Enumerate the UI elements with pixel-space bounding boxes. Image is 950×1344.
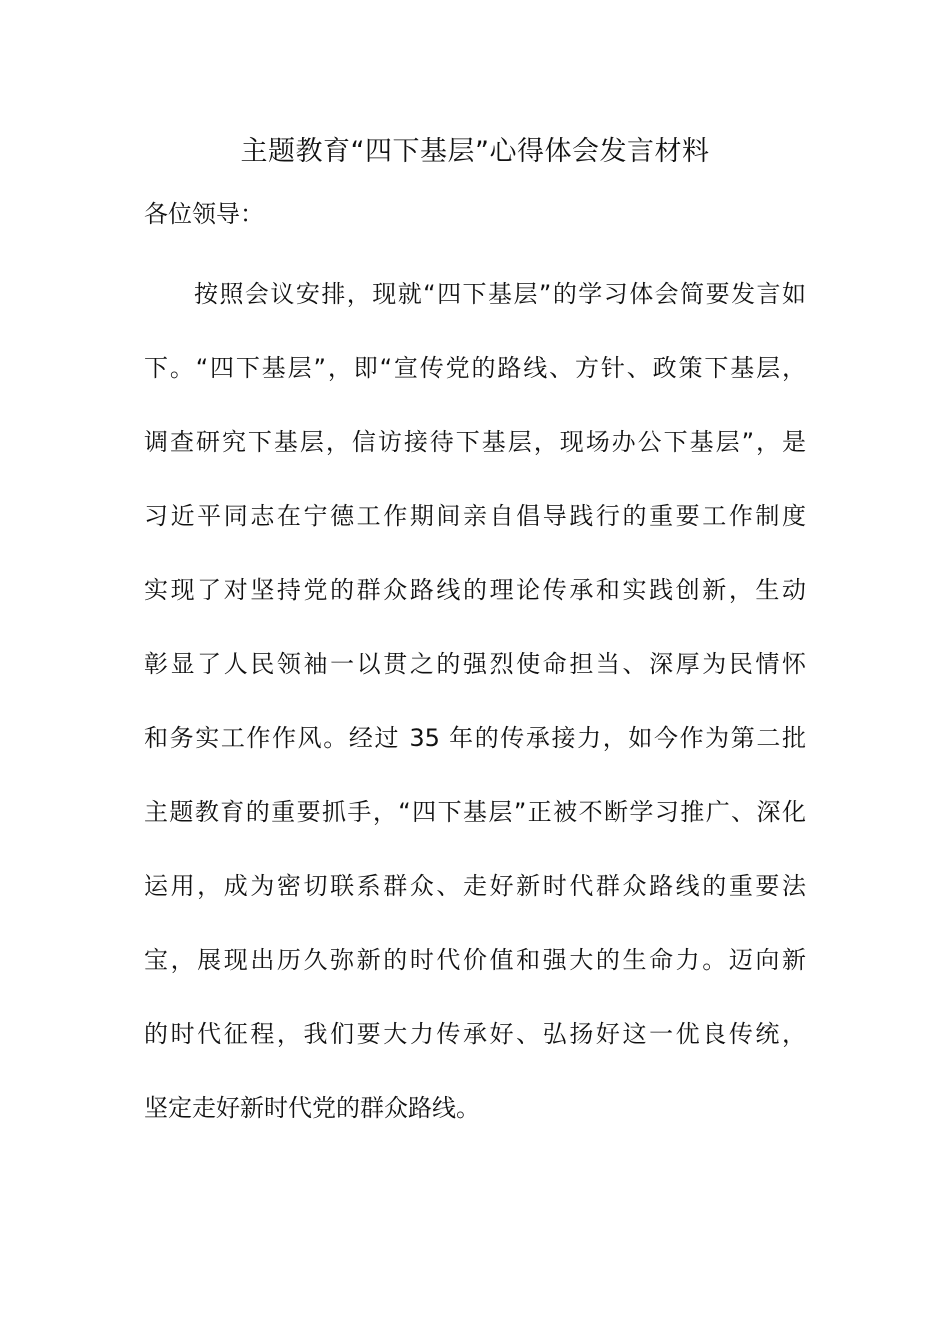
paragraph-line: 调查研究下基层，信访接待下基层，现场办公下基层”，是: [144, 428, 806, 456]
paragraph-line: 按照会议安排，现就“四下基层”的学习体会简要发言如: [194, 280, 806, 308]
paragraph-line: 宝，展现出历久弥新的时代价值和强大的生命力。迈向新: [144, 946, 806, 974]
paragraph-line: 坚定走好新时代党的群众路线。: [144, 1094, 480, 1122]
paragraph-line: 主题教育的重要抓手，“四下基层”正被不断学习推广、深化: [144, 798, 806, 826]
paragraph-line: 彰显了人民领袖一以贯之的强烈使命担当、深厚为民情怀: [144, 650, 806, 678]
paragraph-line: 和务实工作作风。经过 35 年的传承接力，如今作为第二批: [144, 724, 806, 752]
paragraph-line: 运用，成为密切联系群众、走好新时代群众路线的重要法: [144, 872, 806, 900]
body-paragraph: [144, 274, 806, 1162]
salutation: 各位领导：: [144, 200, 264, 228]
paragraph-line: 下。“四下基层”，即“宣传党的路线、方针、政策下基层，: [144, 354, 806, 382]
document-title: 主题教育“四下基层”心得体会发言材料: [240, 136, 710, 167]
paragraph-line: 习近平同志在宁德工作期间亲自倡导践行的重要工作制度: [144, 502, 806, 530]
paragraph-line: 实现了对坚持党的群众路线的理论传承和实践创新，生动: [144, 576, 806, 604]
paragraph-line: 的时代征程，我们要大力传承好、弘扬好这一优良传统，: [144, 1020, 806, 1048]
